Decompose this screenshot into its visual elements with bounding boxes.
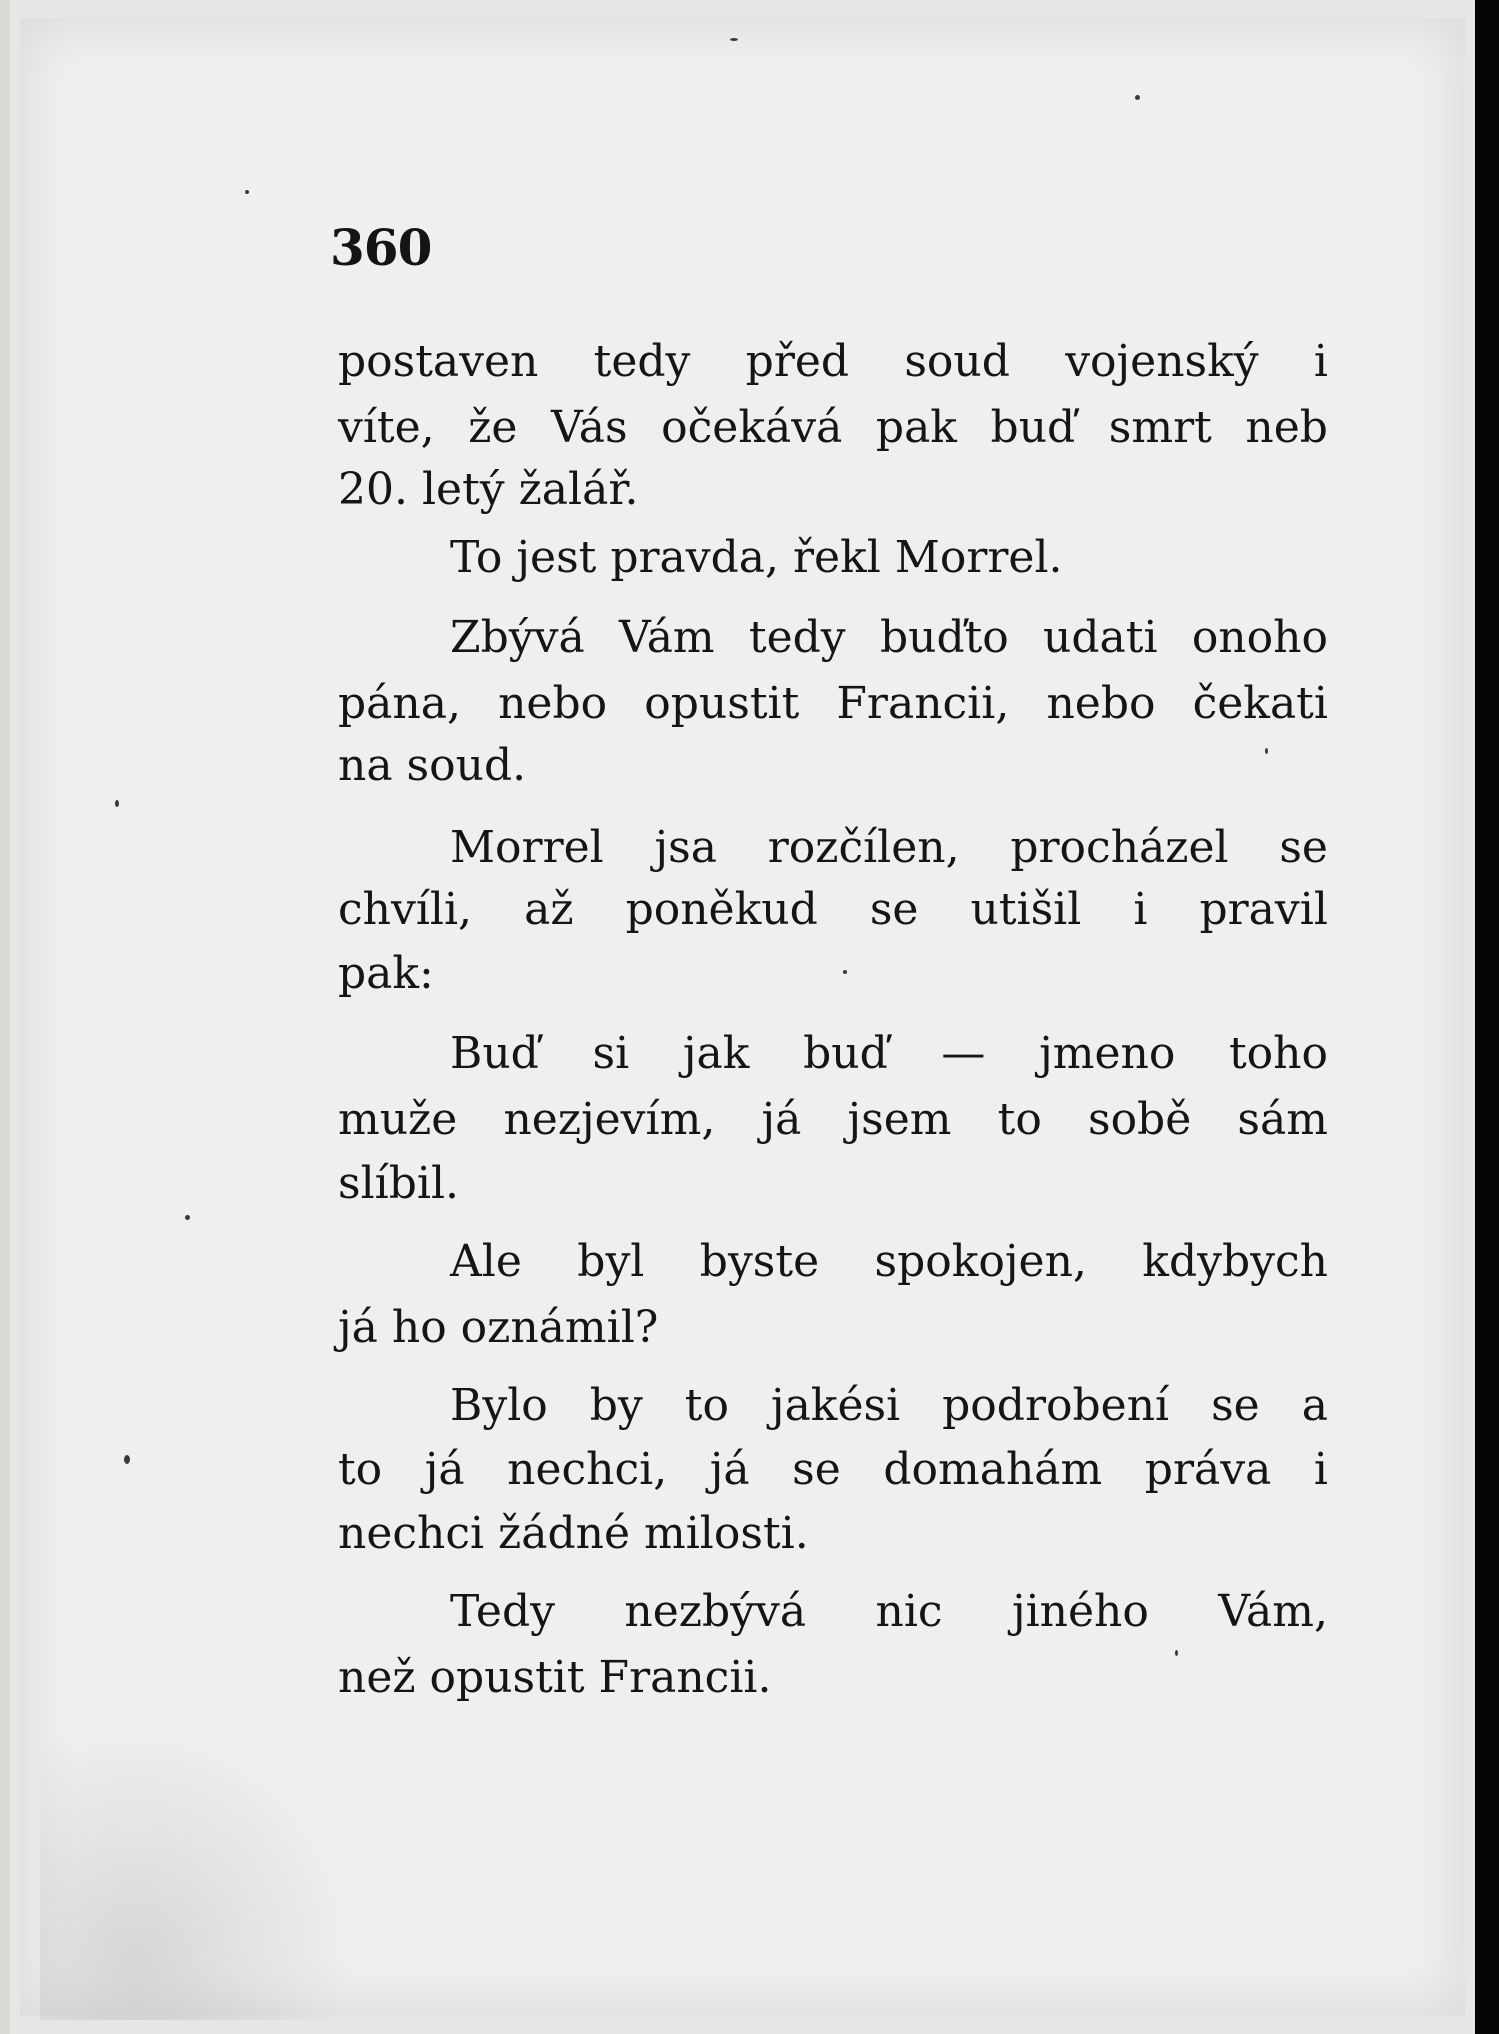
dust-speck (245, 190, 249, 194)
text-line: než opustit Francii. (338, 1652, 772, 1703)
text-line: pána, nebo opustit Francii, nebo čekati (338, 678, 1328, 729)
text-line: Tedy nezbývá nic jiného Vám, (450, 1586, 1328, 1637)
dust-speck (124, 1455, 130, 1464)
paper-stain (40, 1720, 360, 2020)
text-line: postaven tedy před soud vojenský i (338, 336, 1328, 387)
page-left-edge (0, 0, 10, 2034)
text-line: víte, že Vás očekává pak buď smrt neb (338, 402, 1328, 453)
text-line: já ho oznámil? (338, 1302, 659, 1353)
text-line: na soud. (338, 740, 527, 791)
text-line: to já nechci, já se domahám práva i (338, 1444, 1328, 1495)
text-line: pak: (338, 948, 434, 999)
dust-speck (1175, 1650, 1178, 1656)
paper-sheet (20, 18, 1465, 2016)
dust-speck (185, 1215, 190, 1220)
text-line: nechci žádné milosti. (338, 1508, 809, 1559)
text-line: Buď si jak buď — jmeno toho (450, 1028, 1328, 1079)
dust-speck (843, 970, 847, 974)
text-line: 20. letý žalář. (338, 464, 639, 515)
page-number: 360 (330, 218, 432, 277)
text-line: Ale byl byste spokojen, kdybych (450, 1236, 1328, 1287)
text-line: muže nezjevím, já jsem to sobě sám (338, 1094, 1328, 1145)
text-line: Zbývá Vám tedy buďto udati onoho (450, 612, 1328, 663)
text-line: Morrel jsa rozčílen, procházel se (450, 822, 1328, 873)
text-line: To jest pravda, řekl Morrel. (450, 532, 1063, 583)
dust-speck (730, 38, 738, 41)
text-line: slíbil. (338, 1158, 460, 1209)
text-line: chvíli, až poněkud se utišil i pravil (338, 884, 1328, 935)
dust-speck (115, 800, 119, 807)
dust-speck (1265, 748, 1268, 754)
scan-border (1475, 0, 1499, 2034)
text-line: Bylo by to jakési podrobení se a (450, 1380, 1328, 1431)
dust-speck (1135, 95, 1140, 100)
